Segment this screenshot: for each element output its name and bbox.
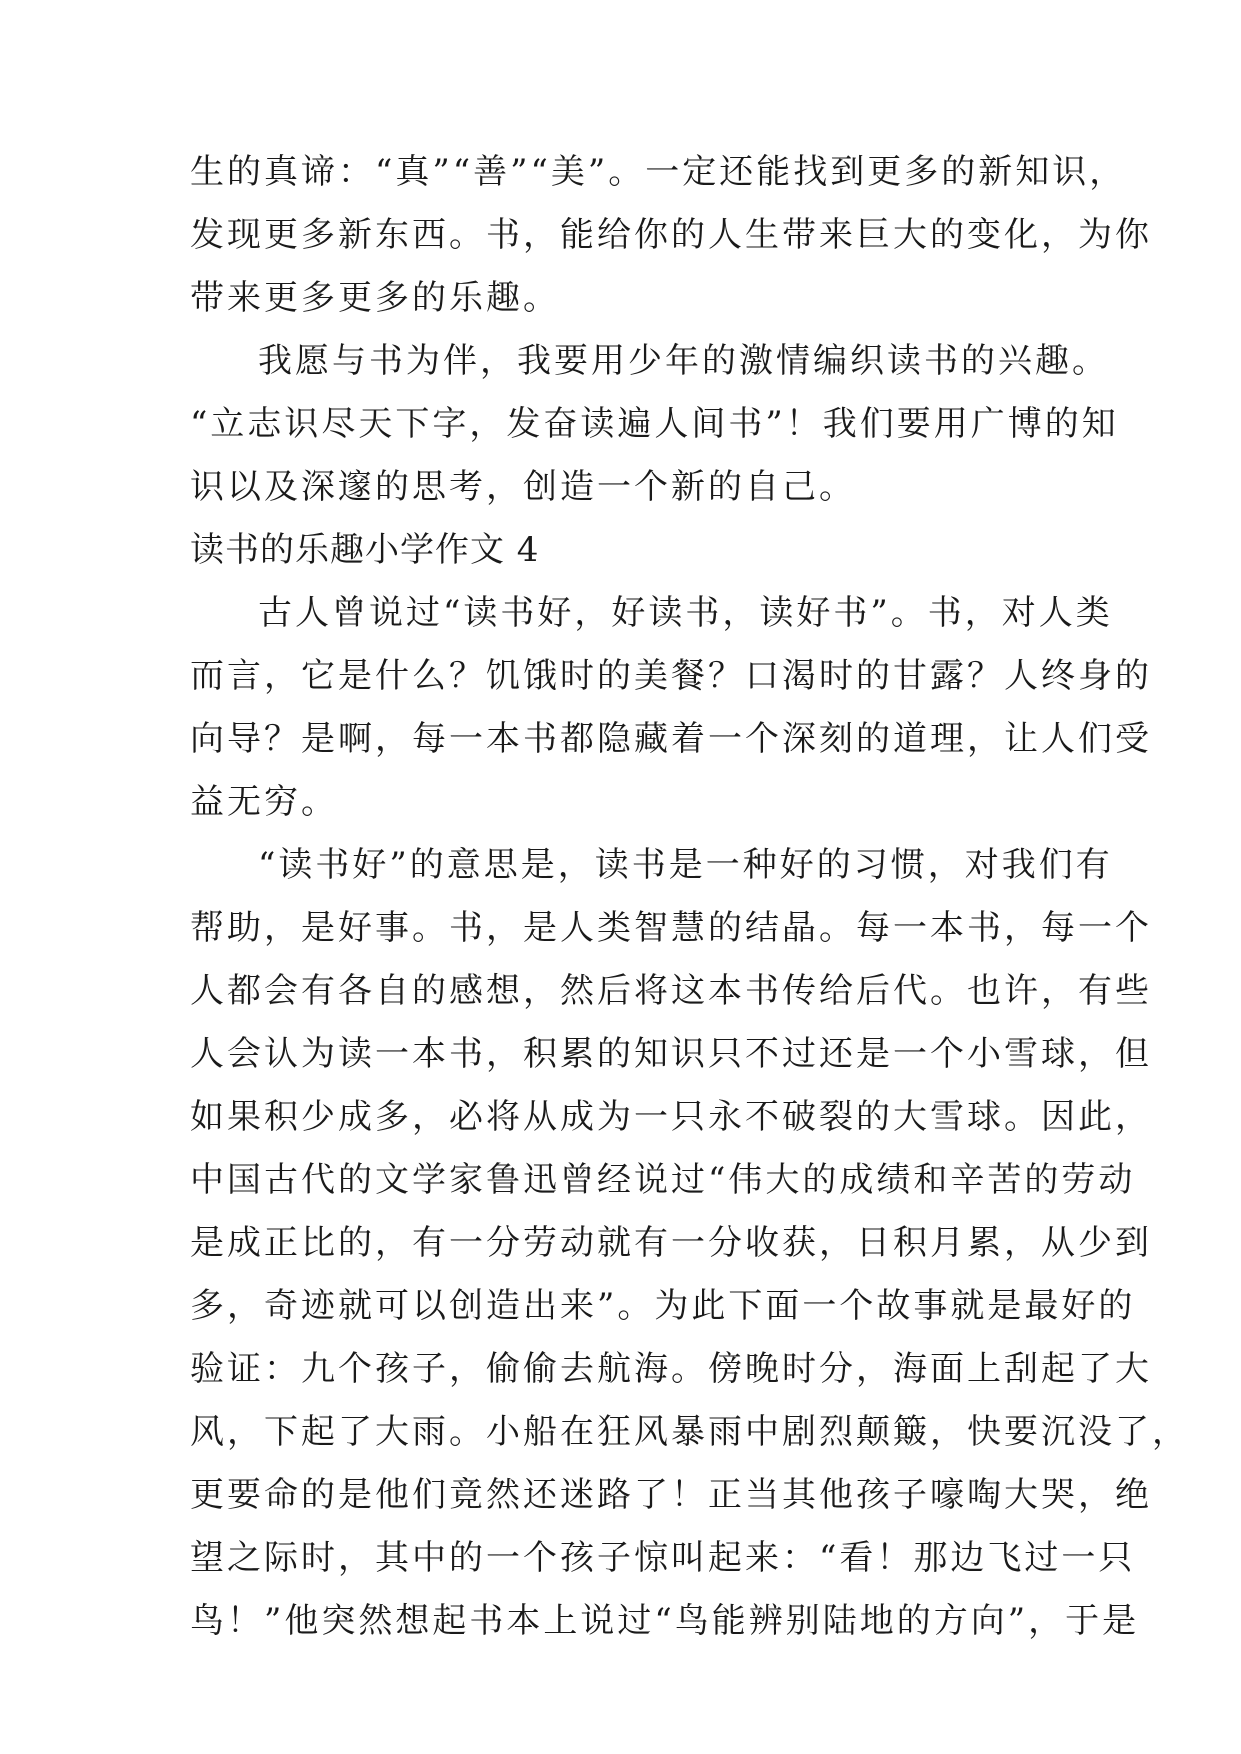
text-line: 中国古代的文学家鲁迅曾经说过“伟大的成绩和辛苦的劳动	[190, 1160, 1136, 1200]
text-line: 生的真谛：“真”“善”“美”。一定还能找到更多的新知识，	[190, 152, 1127, 192]
text-line: 鸟！”他突然想起书本上说过“鸟能辨别陆地的方向”，于是	[190, 1601, 1140, 1641]
text-line: 发现更多新东西。书，能给你的人生带来巨大的变化，为你	[190, 215, 1152, 255]
text-line: 望之际时，其中的一个孩子惊叫起来：“看！那边飞过一只	[190, 1538, 1136, 1578]
text-line: 风，下起了大雨。小船在狂风暴雨中剧烈颠簸，快要沉没了，	[190, 1412, 1189, 1452]
text-line: 是成正比的，有一分劳动就有一分收获，日积月累，从少到	[190, 1223, 1152, 1263]
text-line: 而言，它是什么？饥饿时的美餐？口渴时的甘露？人终身的	[190, 656, 1152, 696]
section-heading: 读书的乐趣小学作文 4	[190, 530, 540, 570]
text-line: 识以及深邃的思考，创造一个新的自己。	[190, 467, 856, 507]
text-line: 人都会有各自的感想，然后将这本书传给后代。也许，有些	[190, 971, 1152, 1011]
text-line: 向导？是啊，每一本书都隐藏着一个深刻的道理，让人们受	[190, 719, 1152, 759]
paragraph-first-line: “读书好”的意思是，读书是一种好的习惯，对我们有	[258, 845, 1113, 885]
paragraph-first-line: 我愿与书为伴，我要用少年的激情编织读书的兴趣。	[258, 341, 1109, 381]
text-line: 益无穷。	[190, 782, 338, 822]
text-line: 验证：九个孩子，偷偷去航海。傍晚时分，海面上刮起了大	[190, 1349, 1152, 1389]
text-line: 带来更多更多的乐趣。	[190, 278, 560, 318]
paragraph-first-line: 古人曾说过“读书好，好读书，读好书”。书，对人类	[258, 593, 1113, 633]
text-line: 帮助，是好事。书，是人类智慧的结晶。每一本书，每一个	[190, 908, 1152, 948]
text-line: “立志识尽天下字，发奋读遍人间书”！我们要用广博的知	[190, 404, 1119, 444]
text-line: 多，奇迹就可以创造出来”。为此下面一个故事就是最好的	[190, 1286, 1136, 1326]
text-line: 更要命的是他们竟然还迷路了！正当其他孩子嚎啕大哭，绝	[190, 1475, 1152, 1515]
text-line: 如果积少成多，必将从成为一只永不破裂的大雪球。因此，	[190, 1097, 1152, 1137]
text-line: 人会认为读一本书，积累的知识只不过还是一个小雪球，但	[190, 1034, 1152, 1074]
